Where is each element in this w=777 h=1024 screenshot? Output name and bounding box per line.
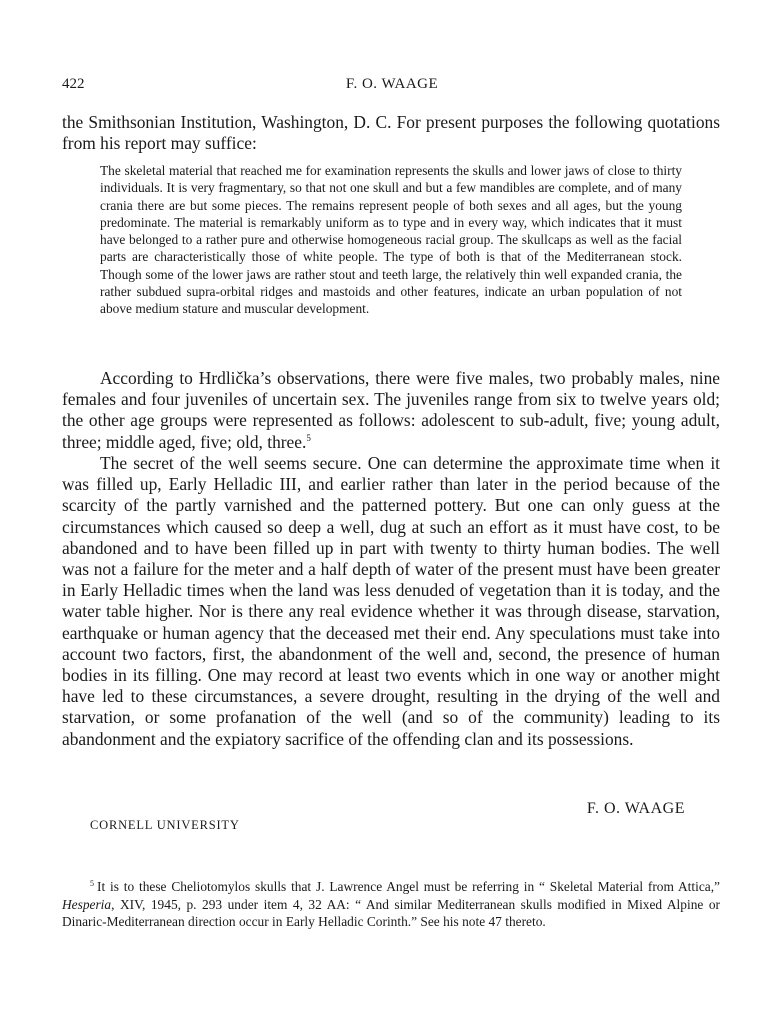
- footnote-reference: 5: [306, 432, 311, 443]
- running-head: F. O. WAAGE: [345, 76, 439, 92]
- paragraph-secret-of-well: The secret of the well seems secure. One can determine the approximate time when it was filled up, Early Helladic III, and earlier rather than later in the period because of the scarcity of the partly varnished and the patterned pottery. But one can only guess at the circumstances which caused so deep a well, dug at such an effort as it must have cost, to be abandoned and to have been filled up in part with twenty to thirty human bodies. The well was not a failure for the meter and a half depth of water of the present must have been greater in Early Helladic times when the land was less denuded of vegetation than it is today, and the water table higher. Nor is there any real evidence whether it was through disease, starvation, earthquake or human agency that the deceased met their end. Any speculations must take into account two factors, first, the abandonment of the well and, second, the presence of human bodies in its filling. One may record at least two events which in one way or another might have led to these circumstances, a severe drought, resulting in the drying of the well and starvation, or some profanation of the well (and so of the community) leading to its abandonment and the expiatory sacrifice of the offending clan and its possessions.: [62, 453, 720, 749]
- footnote: [62, 878, 720, 931]
- page-header: [62, 76, 722, 98]
- paragraph-observations-text: According to Hrdlička’s observations, there were five males, two probably males, nine females and four juveniles of uncertain sex. The juveniles range from six to twelve years old; the other age groups were represented as follows: adolescent to sub-adult, five; young adult, three; middle aged, five; old, three.: [62, 368, 720, 452]
- paragraph-observations: [62, 368, 720, 453]
- footnote-journal: Hesperia: [62, 896, 112, 912]
- page-number: 422: [62, 76, 85, 92]
- footnote-mark: 5: [90, 878, 94, 888]
- author-signature: F. O. WAAGE: [586, 800, 685, 817]
- block-quote: The skeletal material that reached me for examination represents the skulls and lower jaws of close to thirty individuals. It is very fragmentary, so that not one skull and but a few mandibles are complete, and of many crania there are but some pieces. The remains represent people of both sexes and all ages, but the young predominate. The material is remarkably uniform as to type and in every way, which indicates that it must have belonged to a rather pure and otherwise homogeneous racial group. The skullcaps as well as the facial parts are characteristically those of white people. The type of both is that of the Mediterranean stock. Though some of the lower jaws are rather stout and teeth large, the relatively thin well expanded crania, the rather subdued supra-orbital ridges and mastoids and other features, indicate an urban population of not above medium stature and muscular development.: [100, 163, 682, 317]
- author-affiliation: CORNELL UNIVERSITY: [90, 818, 240, 832]
- paragraph-continuation: the Smithsonian Institution, Washington, D. C. For present purposes the following quotations from his report may suffice:: [62, 112, 720, 154]
- footnote-text-before: It is to these Cheliotomylos skulls that J. Lawrence Angel must be referring in “ Skeletal Material from Attica,”: [97, 879, 720, 894]
- footnote-text-after: , XIV, 1945, p. 293 under item 4, 32 AA: “ And similar Mediterranean skulls modified in Mixed Alpine or Dinaric-Mediterranean direction occur in Early Helladic Corinth.” See his note 47 thereto.: [62, 896, 720, 929]
